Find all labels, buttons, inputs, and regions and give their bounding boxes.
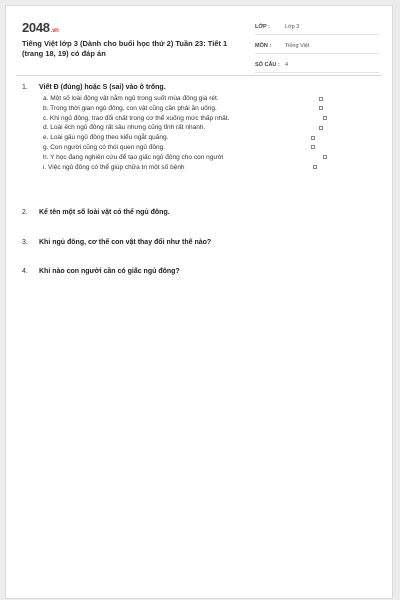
meta-row-subject: [255, 39, 379, 54]
question-3: [22, 238, 374, 248]
statement-item: [43, 114, 374, 124]
meta-info: [255, 20, 379, 77]
statement-text: e. Loài gấu ngủ đông theo kiểu ngắt quãng.: [43, 134, 169, 142]
answer-checkbox[interactable]: [319, 97, 323, 101]
answer-checkbox[interactable]: [319, 126, 323, 130]
meta-value: Tiếng Việt: [285, 43, 310, 49]
question-number: 4.: [22, 268, 28, 275]
statement-item: [43, 94, 374, 104]
question-number: 3.: [22, 239, 28, 246]
statement-text: h. Y học đang nghiên cứu để tạo giấc ngủ đông cho con người: [43, 153, 224, 161]
question-4: [22, 267, 374, 277]
logo-tld: .vn: [50, 28, 59, 34]
question-text: Kể tên một số loài vật có thể ngủ đông.: [39, 209, 170, 216]
meta-value: 4: [285, 62, 289, 68]
question-text: Viết Đ (đúng) hoặc S (sai) vào ô trống.: [39, 84, 166, 91]
meta-label: SỐ CÂU :: [255, 62, 280, 68]
answer-checkbox[interactable]: [313, 165, 317, 169]
statement-item: [43, 123, 374, 133]
statement-text: i. Việc ngủ đông có thể giúp chữa trị một số bệnh: [43, 163, 185, 171]
statement-item: [43, 133, 374, 143]
question-text: Khi nào con người cần có giấc ngủ đông?: [39, 268, 180, 275]
answer-checkbox[interactable]: [319, 106, 323, 110]
statement-text: d. Loài ếch ngủ đông rất sâu nhưng cũng tỉnh rất nhanh.: [43, 124, 206, 132]
question-number: 1.: [22, 84, 28, 91]
statement-item: [43, 143, 374, 153]
logo-text: 2048: [22, 20, 50, 35]
answer-checkbox[interactable]: [323, 155, 327, 159]
meta-row-question-count: [255, 58, 379, 73]
header-divider: [16, 75, 382, 76]
statement-list: [43, 94, 374, 172]
worksheet-page: [5, 5, 393, 599]
meta-row-class: [255, 20, 379, 35]
statement-item: [43, 104, 374, 114]
answer-checkbox[interactable]: [323, 116, 327, 120]
question-number: 2.: [22, 209, 28, 216]
question-2: [22, 208, 374, 218]
meta-value: Lớp 3: [285, 24, 300, 30]
statement-item: [43, 153, 374, 163]
statement-text: c. Khi ngủ đông, trao đổi chất trong cơ thể xuống mức thấp nhất.: [43, 114, 230, 122]
question-text: Khi ngủ đông, cơ thể con vật thay đổi như thế nào?: [39, 239, 212, 246]
statement-text: g. Con người cũng có thói quen ngủ đông.: [43, 143, 166, 151]
statement-item: [43, 163, 374, 173]
question-1: [22, 83, 374, 172]
statement-text: a. Một số loài động vật nằm ngủ trong suốt mùa đông giá rét.: [43, 95, 219, 102]
meta-label: LỚP :: [255, 24, 270, 30]
statement-text: b. Trong thời gian ngủ đông, con vật cũng cần phải ăn uống.: [43, 104, 217, 112]
answer-checkbox[interactable]: [311, 145, 315, 149]
meta-label: MÔN :: [255, 43, 272, 49]
site-logo[interactable]: [22, 20, 59, 35]
answer-checkbox[interactable]: [311, 136, 315, 140]
document-title: Tiếng Việt lớp 3 (Dành cho buổi học thứ 2) Tuần 23: Tiết 1 (trang 18, 19) có đáp án: [22, 39, 228, 58]
